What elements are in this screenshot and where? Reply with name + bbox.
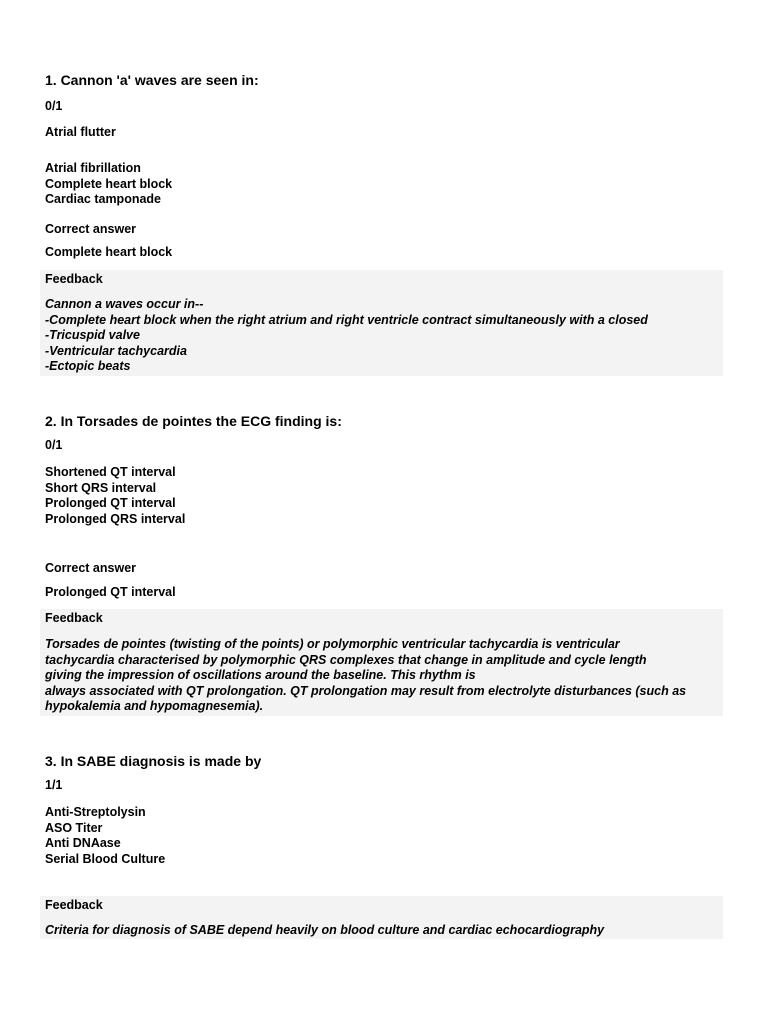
- question-2-option-3: Prolonged QT interval: [45, 496, 176, 510]
- question-1-feedback-label: Feedback: [45, 272, 103, 286]
- question-3-option-2: ASO Titer: [45, 820, 103, 835]
- feedback-line: giving the impression of oscillations around the baseline. This rhythm is: [45, 668, 476, 682]
- question-2-option-4: Prolonged QRS interval: [45, 511, 186, 526]
- question-1-option-3: Complete heart block: [45, 176, 173, 191]
- feedback-line: always associated with QT prolongation. QT prolongation may result from electrolyte disturbances (such as: [45, 683, 687, 698]
- question-3-title: 3. In SABE diagnosis is made by: [45, 753, 262, 769]
- question-1-title: 1. Cannon 'a' waves are seen in:: [45, 72, 259, 88]
- question-2-correct-label: Correct answer: [45, 561, 137, 575]
- feedback-line: -Ectopic beats: [45, 359, 131, 373]
- question-3-option-4: Serial Blood Culture: [45, 851, 166, 866]
- question-2-score: 0/1: [45, 438, 63, 452]
- question-1-option-1: Atrial flutter: [45, 125, 116, 139]
- question-3-feedback-text: [45, 923, 604, 939]
- question-2-option-2: Short QRS interval: [45, 480, 157, 495]
- question-1-feedback-panel: [40, 270, 723, 376]
- question-3-feedback-label: Feedback: [45, 898, 103, 912]
- question-2-feedback-label: Feedback: [45, 611, 103, 625]
- question-2-feedback-text: [45, 637, 686, 715]
- feedback-line: -Ventricular tachycardia: [45, 343, 187, 358]
- feedback-line: -Complete heart block when the right atrium and right ventricle contract simultaneously with a closed: [45, 312, 648, 327]
- question-2-option-1: Shortened QT interval: [45, 465, 176, 479]
- question-2-feedback-panel: [40, 609, 723, 716]
- feedback-line: Torsades de pointes (twisting of the points) or polymorphic ventricular tachycardia is ventricular: [45, 637, 620, 651]
- question-1-correct-label: Correct answer: [45, 222, 137, 236]
- feedback-line: tachycardia characterised by polymorphic QRS complexes that change in amplitude and cycle length: [45, 652, 647, 667]
- question-3-option-3: Anti DNAase: [45, 836, 121, 850]
- question-2-correct-answer: Prolonged QT interval: [45, 585, 176, 599]
- feedback-line: -Tricuspid valve: [45, 328, 140, 342]
- question-3-feedback-panel: [40, 896, 723, 939]
- feedback-line: Cannon a waves occur in--: [45, 297, 204, 311]
- question-1-feedback-text: [45, 297, 648, 375]
- question-1-option-4: Cardiac tamponade: [45, 192, 162, 206]
- question-3-option-1: Anti-Streptolysin: [45, 805, 146, 819]
- question-1-option-2: Atrial fibrillation: [45, 161, 141, 175]
- question-2-options: [45, 465, 185, 527]
- question-2-title: 2. In Torsades de pointes the ECG finding is:: [45, 413, 342, 429]
- feedback-line: hypokalemia and hypomagnesemia).: [45, 699, 264, 713]
- question-3-score: 1/1: [45, 778, 63, 792]
- question-1-score: 0/1: [45, 99, 63, 113]
- question-1-options: [45, 161, 172, 208]
- question-3-options: [45, 805, 165, 867]
- feedback-line: Criteria for diagnosis of SABE depend heavily on blood culture and cardiac echocardiography: [45, 923, 605, 937]
- question-1-correct-answer: Complete heart block: [45, 245, 173, 259]
